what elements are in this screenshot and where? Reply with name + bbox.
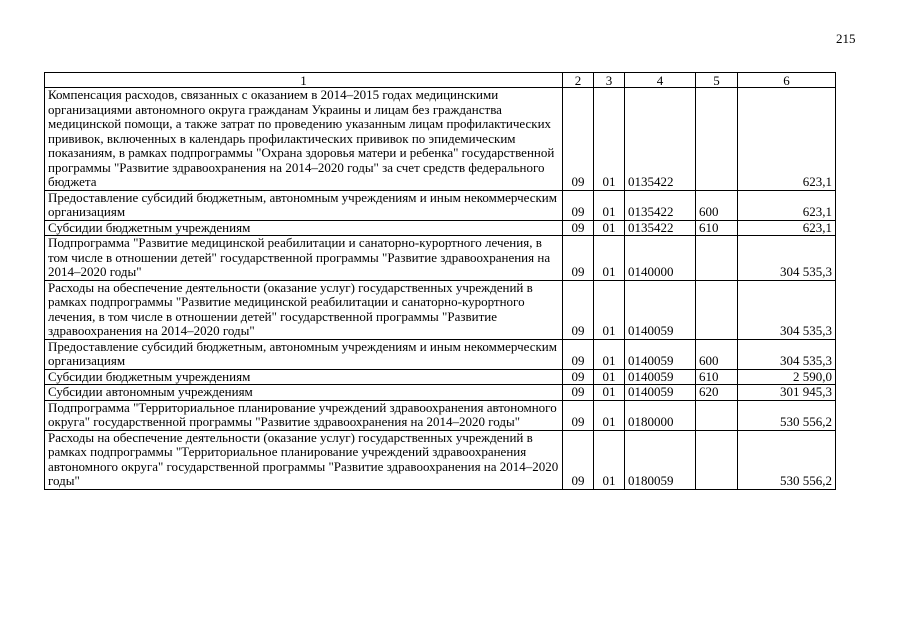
- row-target-code: 0135422: [625, 190, 696, 220]
- row-expense-type: 600: [696, 190, 738, 220]
- row-target-code: 0180000: [625, 400, 696, 430]
- row-target-code: 0140059: [625, 339, 696, 369]
- row-target-code: 0180059: [625, 430, 696, 489]
- row-section: 09: [563, 400, 594, 430]
- row-subsection: 01: [594, 88, 625, 191]
- row-name: Подпрограмма "Территориальное планирование учреждений здравоохранения автономного округа" государственной программы "Развитие здравоохранения на 2014–2020 годы": [45, 400, 563, 430]
- row-name: Субсидии бюджетным учреждениям: [45, 220, 563, 236]
- row-target-code: 0140059: [625, 280, 696, 339]
- row-target-code: 0140059: [625, 385, 696, 401]
- row-section: 09: [563, 236, 594, 281]
- row-expense-type: [696, 430, 738, 489]
- row-subsection: 01: [594, 339, 625, 369]
- header-col-2: 2: [563, 73, 594, 88]
- header-col-4: 4: [625, 73, 696, 88]
- row-expense-type: [696, 88, 738, 191]
- row-name: Расходы на обеспечение деятельности (оказание услуг) государственных учреждений в рамках подпрограммы "Развитие медицинской реабилитации и санаторно-курортного лечения, в том числе в отношении детей" государственной программы "Развитие здравоохранения на 2014–2020 годы": [45, 280, 563, 339]
- row-subsection: 01: [594, 280, 625, 339]
- row-target-code: 0140000: [625, 236, 696, 281]
- row-section: 09: [563, 280, 594, 339]
- row-amount: 304 535,3: [738, 339, 836, 369]
- header-col-1: 1: [45, 73, 563, 88]
- table-row: [45, 430, 836, 489]
- row-subsection: 01: [594, 190, 625, 220]
- row-name: Субсидии бюджетным учреждениям: [45, 369, 563, 385]
- table-row: [45, 88, 836, 191]
- row-amount: 301 945,3: [738, 385, 836, 401]
- row-target-code: 0135422: [625, 220, 696, 236]
- row-subsection: 01: [594, 369, 625, 385]
- row-name: Предоставление субсидий бюджетным, автономным учреждениям и иным некоммерческим организациям: [45, 190, 563, 220]
- table-row: [45, 385, 836, 401]
- row-section: 09: [563, 430, 594, 489]
- row-amount: 623,1: [738, 220, 836, 236]
- row-expense-type: 620: [696, 385, 738, 401]
- header-col-6: 6: [738, 73, 836, 88]
- row-amount: 530 556,2: [738, 430, 836, 489]
- row-name: Предоставление субсидий бюджетным, автономным учреждениям и иным некоммерческим организациям: [45, 339, 563, 369]
- budget-table: [44, 72, 836, 490]
- row-amount: 623,1: [738, 190, 836, 220]
- row-amount: 530 556,2: [738, 400, 836, 430]
- row-name: Компенсация расходов, связанных с оказанием в 2014–2015 годах медицинскими организациями автономного округа гражданам Украины и лицам без гражданства медицинской помощи, а также затрат по проведению указанным лицам профилактических прививок, включенных в календарь профилактических прививок по эпидемическим показаниям, в рамках подпрограммы "Охрана здоровья матери и ребенка" государственной программы "Развитие здравоохранения на 2014–2020 годы" за счет средств федерального бюджета: [45, 88, 563, 191]
- row-subsection: 01: [594, 400, 625, 430]
- row-subsection: 01: [594, 220, 625, 236]
- row-expense-type: 600: [696, 339, 738, 369]
- row-name: Субсидии автономным учреждениям: [45, 385, 563, 401]
- header-row: [45, 73, 836, 88]
- page-number: 215: [836, 31, 856, 46]
- row-target-code: 0135422: [625, 88, 696, 191]
- table-row: [45, 280, 836, 339]
- row-expense-type: [696, 236, 738, 281]
- row-section: 09: [563, 369, 594, 385]
- table-row: [45, 339, 836, 369]
- row-amount: 304 535,3: [738, 280, 836, 339]
- row-section: 09: [563, 385, 594, 401]
- table-row: [45, 190, 836, 220]
- row-subsection: 01: [594, 385, 625, 401]
- table-row: [45, 220, 836, 236]
- table-row: [45, 400, 836, 430]
- row-section: 09: [563, 190, 594, 220]
- row-section: 09: [563, 220, 594, 236]
- row-section: 09: [563, 339, 594, 369]
- row-amount: 623,1: [738, 88, 836, 191]
- header-col-5: 5: [696, 73, 738, 88]
- table-row: [45, 369, 836, 385]
- row-amount: 2 590,0: [738, 369, 836, 385]
- row-amount: 304 535,3: [738, 236, 836, 281]
- header-col-3: 3: [594, 73, 625, 88]
- row-expense-type: 610: [696, 220, 738, 236]
- row-target-code: 0140059: [625, 369, 696, 385]
- row-subsection: 01: [594, 236, 625, 281]
- row-name: Подпрограмма "Развитие медицинской реабилитации и санаторно-курортного лечения, в том числе в отношении детей" государственной программы "Развитие здравоохранения на 2014–2020 годы": [45, 236, 563, 281]
- row-subsection: 01: [594, 430, 625, 489]
- table-row: [45, 236, 836, 281]
- row-expense-type: 610: [696, 369, 738, 385]
- row-section: 09: [563, 88, 594, 191]
- row-name: Расходы на обеспечение деятельности (оказание услуг) государственных учреждений в рамках подпрограммы "Территориальное планирование учреждений здравоохранения автономного округа" государственной программы "Развитие здравоохранения на 2014–2020 годы": [45, 430, 563, 489]
- row-expense-type: [696, 400, 738, 430]
- row-expense-type: [696, 280, 738, 339]
